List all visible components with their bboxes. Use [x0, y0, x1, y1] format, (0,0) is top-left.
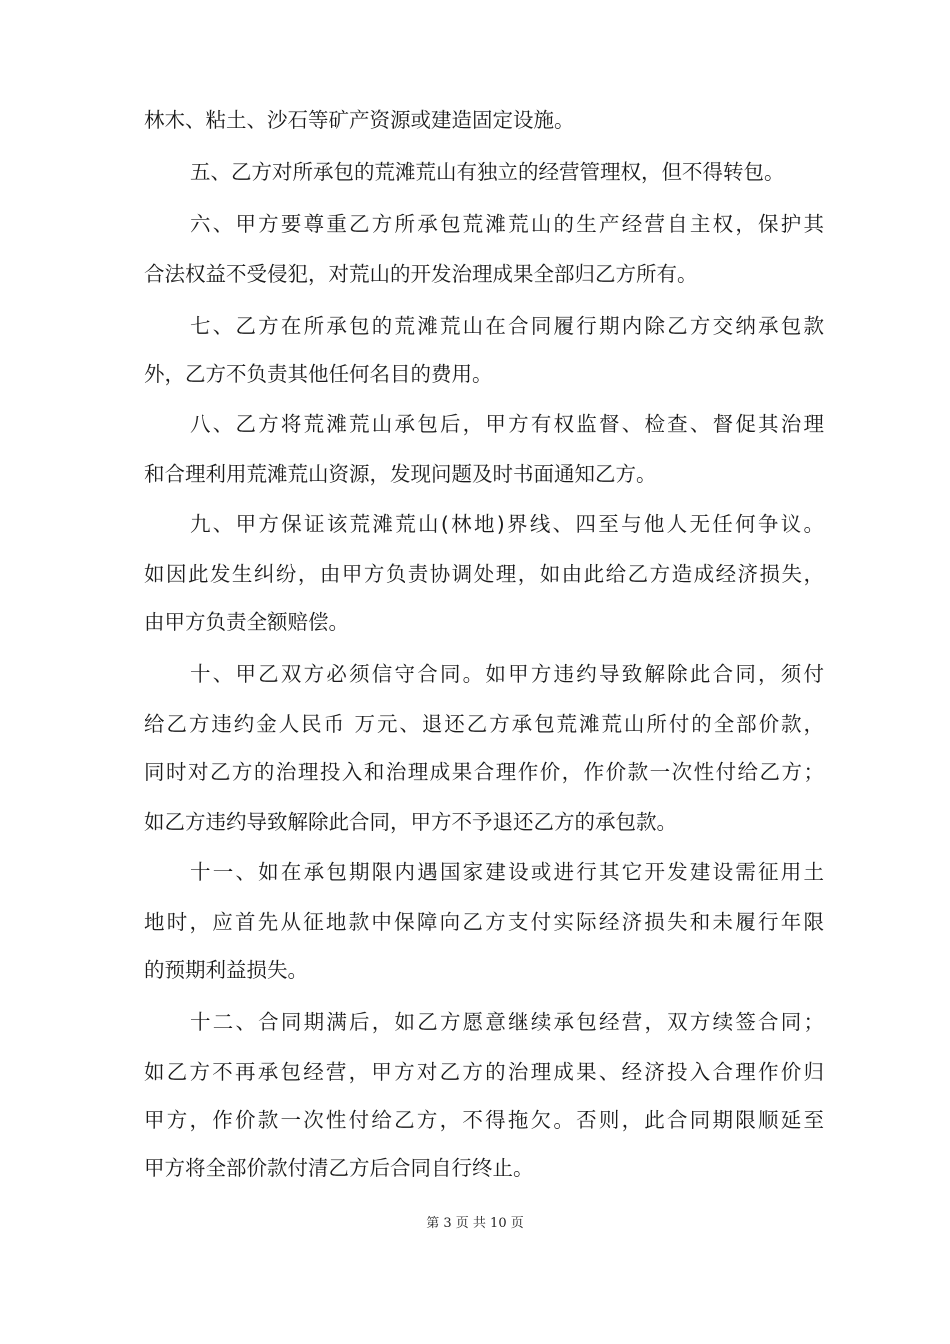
clause-11-line-3: 的预期利益损失。 — [144, 958, 308, 982]
clause-10-line-3: 同时对乙方的治理投入和治理成果合理作价，作价款一次性付给乙方； — [144, 760, 824, 784]
clause-10-line-2: 给乙方违约金人民币 万元、退还乙方承包荒滩荒山所付的全部价款， — [144, 712, 824, 736]
clause-10-line-1: 十、甲乙双方必须信守合同。如甲方违约导致解除此合同，须付 — [190, 662, 824, 686]
clause-12-line-2: 如乙方不再承包经营，甲方对乙方的治理成果、经济投入合理作价归 — [144, 1060, 824, 1084]
clause-6-line-2: 合法权益不受侵犯，对荒山的开发治理成果全部归乙方所有。 — [144, 262, 698, 286]
clause-11-line-2: 地时，应首先从征地款中保障向乙方支付实际经济损失和未履行年限 — [144, 910, 824, 934]
text-line-1: 林木、粘土、沙石等矿产资源或建造固定设施。 — [144, 108, 575, 132]
clause-9-line-1: 九、甲方保证该荒滩荒山(林地)界线、四至与他人无任何争议。 — [190, 512, 824, 536]
clause-9-line-2: 如因此发生纠纷，由甲方负责协调处理，如由此给乙方造成经济损失， — [144, 562, 824, 586]
clause-7-line-1: 七、乙方在所承包的荒滩荒山在合同履行期内除乙方交纳承包款 — [190, 314, 824, 338]
clause-9-line-3: 由甲方负责全额赔偿。 — [144, 610, 349, 634]
clause-12-line-3: 甲方，作价款一次性付给乙方，不得拖欠。否则，此合同期限顺延至 — [144, 1108, 824, 1132]
clause-5-line-1: 五、乙方对所承包的荒滩荒山有独立的经营管理权，但不得转包。 — [190, 160, 785, 184]
clause-12-line-1: 十二、合同期满后，如乙方愿意继续承包经营，双方续签合同； — [190, 1010, 824, 1034]
clause-7-line-2: 外，乙方不负责其他任何名目的费用。 — [144, 362, 493, 386]
page-footer: 第 3 页 共 10 页 — [426, 1216, 524, 1231]
clause-8-line-2: 和合理利用荒滩荒山资源，发现问题及时书面通知乙方。 — [144, 462, 657, 486]
clause-8-line-1: 八、乙方将荒滩荒山承包后，甲方有权监督、检查、督促其治理 — [190, 412, 824, 436]
clause-6-line-1: 六、甲方要尊重乙方所承包荒滩荒山的生产经营自主权，保护其 — [190, 212, 824, 236]
clause-10-line-4: 如乙方违约导致解除此合同，甲方不予退还乙方的承包款。 — [144, 810, 677, 834]
clause-11-line-1: 十一、如在承包期限内遇国家建设或进行其它开发建设需征用土 — [190, 860, 824, 884]
clause-12-line-4: 甲方将全部价款付清乙方后合同自行终止。 — [144, 1156, 534, 1180]
